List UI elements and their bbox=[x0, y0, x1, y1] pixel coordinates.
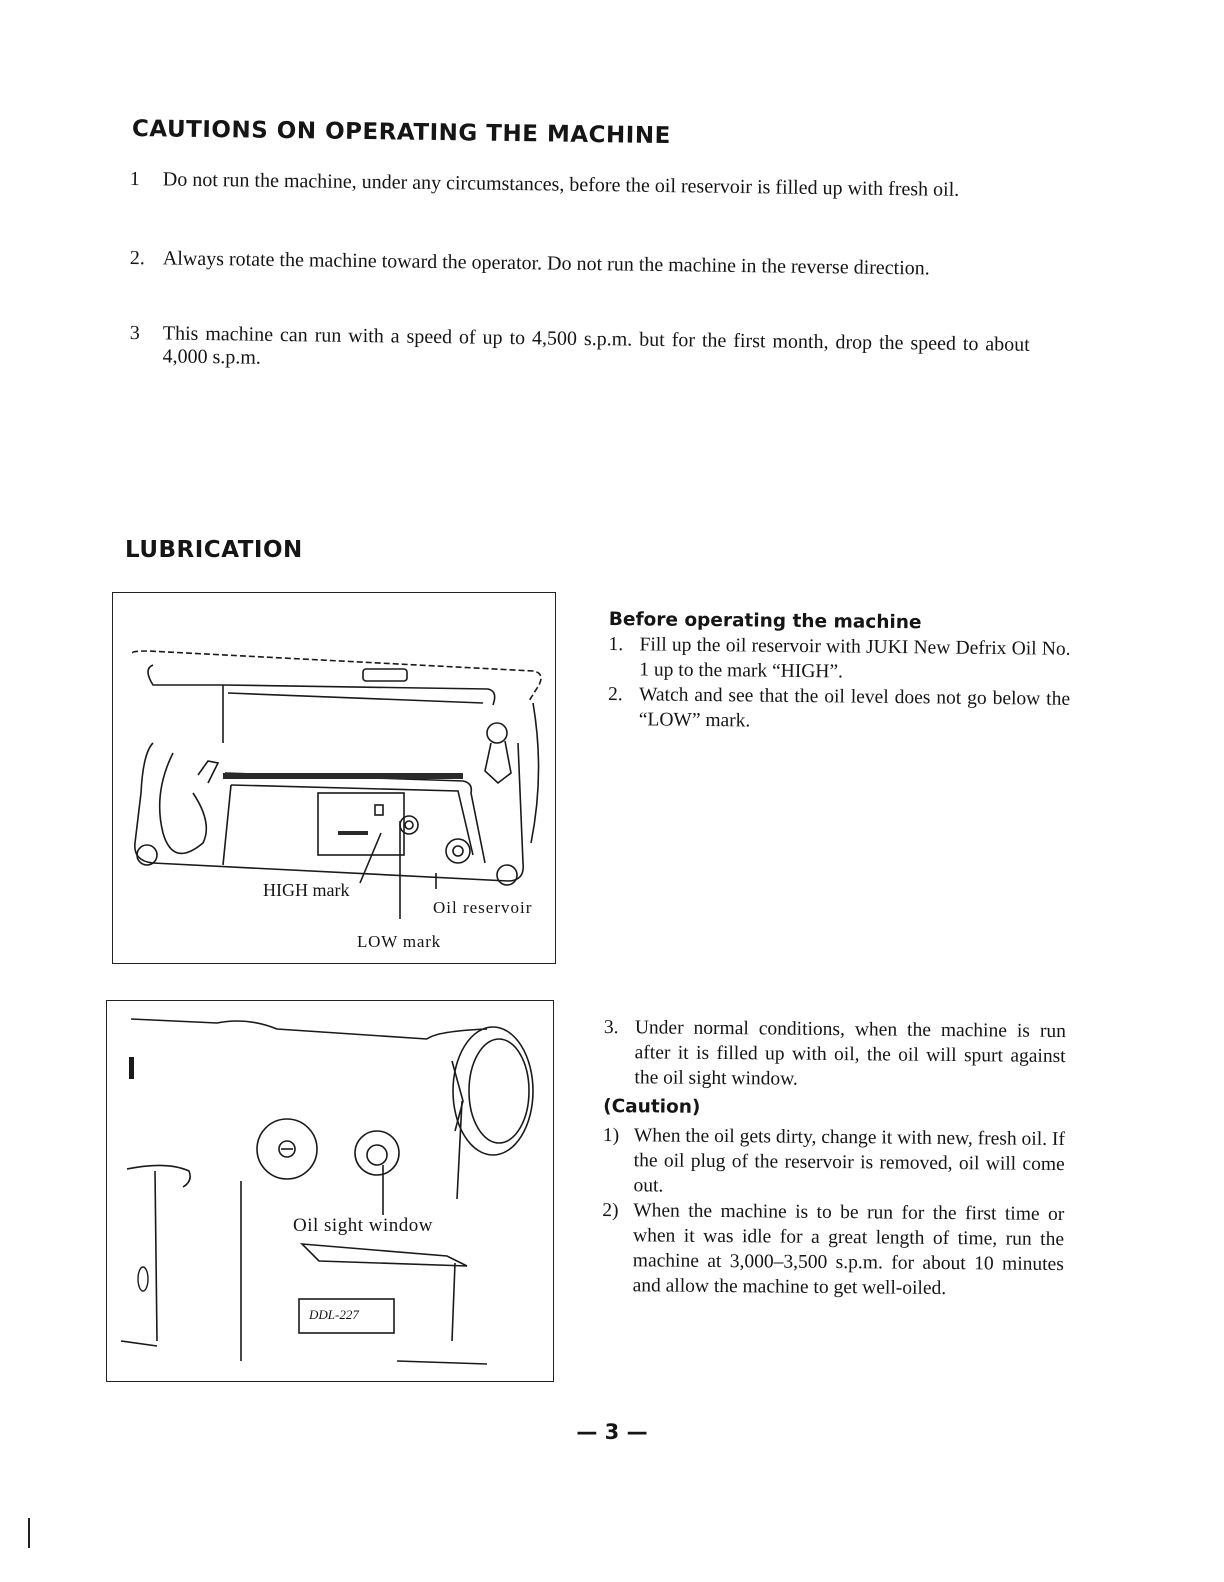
normal-conditions-section bbox=[602, 1015, 1066, 1302]
cautions-title: CAUTIONS ON OPERATING THE MACHINE bbox=[131, 116, 671, 150]
caution-note-1 bbox=[602, 1123, 1065, 1202]
list-number: 2) bbox=[602, 1199, 619, 1222]
page-number: — 3 — bbox=[576, 1420, 648, 1444]
list-text: Fill up the oil reservoir with JUKI New Defrix Oil No. 1 up to the mark “HIGH”. bbox=[639, 634, 1071, 683]
before-operating-heading: Before operating the machine bbox=[608, 608, 922, 634]
oil-sight-illustration bbox=[107, 1001, 553, 1381]
oil-reservoir-label: Oil reservoir bbox=[433, 898, 533, 917]
list-number: 1. bbox=[608, 633, 624, 656]
caution-item-text: Do not run the machine, under any circumstances, before the oil reservoir is filled up with fresh oil. bbox=[162, 168, 960, 201]
list-text: Watch and see that the oil level does not go below the “LOW” mark. bbox=[638, 684, 1071, 732]
list-text: When the machine is to be run for the first time or when it was idle for a great length of time, run the machine at 3,000–3,500 s.p.m. for about 10 minutes and allow the machine to get well-oiled. bbox=[632, 1200, 1065, 1299]
lubrication-title: LUBRICATION bbox=[125, 537, 303, 563]
caution-item-3 bbox=[129, 322, 1030, 380]
scan-mark bbox=[28, 1518, 30, 1548]
caution-heading: (Caution) bbox=[603, 1095, 701, 1118]
list-text: Under normal conditions, when the machine is run after it is filled up with oil, the oil will spurt against the oil sight window. bbox=[634, 1017, 1066, 1090]
caution-note-2 bbox=[602, 1198, 1065, 1302]
caution-item-number: 1 bbox=[129, 168, 140, 191]
caution-item-2 bbox=[130, 247, 1030, 282]
oil-sight-window-label: Oil sight window bbox=[293, 1215, 433, 1236]
caution-item-number: 2. bbox=[129, 247, 145, 270]
model-plate-text: DDL-227 bbox=[309, 1307, 359, 1322]
caution-item-text: Always rotate the machine toward the operator. Do not run the machine in the reverse direction. bbox=[162, 247, 930, 280]
before-operating-item-1 bbox=[608, 632, 1070, 687]
list-number: 2. bbox=[607, 683, 623, 706]
caution-item-1 bbox=[130, 168, 1030, 203]
list-text: When the oil gets dirty, change it with new, fresh oil. If the oil plug of the reservoir is removed, oil will come out. bbox=[633, 1125, 1066, 1197]
oil-sight-figure bbox=[106, 1000, 554, 1382]
caution-item-text: This machine can run with a speed of up to 4,500 s.p.m. but for the first month, drop the speed to about 4,000 s.p.m. bbox=[162, 322, 1030, 369]
list-number: 1) bbox=[602, 1124, 620, 1147]
before-operating-section bbox=[608, 607, 1071, 737]
caution-item-number: 3 bbox=[129, 322, 140, 345]
high-mark-label: HIGH mark bbox=[263, 880, 350, 900]
oil-reservoir-illustration bbox=[113, 593, 555, 963]
normal-conditions-item bbox=[603, 1015, 1066, 1094]
low-mark-label: LOW mark bbox=[357, 932, 441, 951]
before-operating-item-2 bbox=[608, 682, 1070, 737]
oil-reservoir-figure bbox=[112, 592, 556, 964]
list-number: 3. bbox=[603, 1016, 619, 1039]
